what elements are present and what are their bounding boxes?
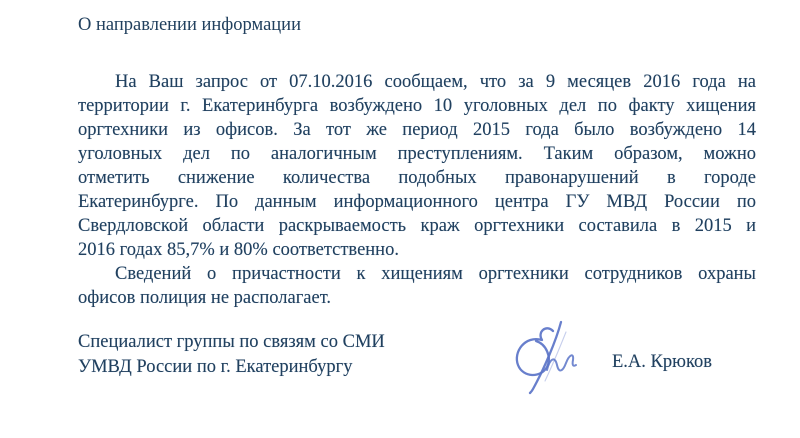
signer-position-block: [78, 330, 385, 380]
signer-name: Е.А. Крюков: [612, 352, 712, 372]
body-line: Свердловской области раскрываемость краж оргтехники составила в 2015 и: [78, 216, 756, 236]
body-line: отметить снижение количества подобных правонарушений в городе: [78, 168, 756, 188]
body-line: 2016 годах 85,7% и 80% соответственно.: [78, 240, 399, 260]
body-line: На Ваш запрос от 07.10.2016 сообщаем, что за 9 месяцев 2016 года на: [115, 72, 756, 92]
document-body: [78, 70, 756, 310]
body-line: территории г. Екатеринбурга возбуждено 10 уголовных дел по факту хищения: [78, 96, 756, 116]
body-line: офисов полиция не располагает.: [78, 288, 332, 308]
body-line: Сведений о причастности к хищениям оргтехники сотрудников охраны: [115, 264, 756, 284]
signer-position-line2: УМВД России по г. Екатеринбургу: [78, 357, 353, 377]
signer-position-line1: Специалист группы по связям со СМИ: [78, 332, 385, 352]
document-subject-line: О направлении информации: [78, 15, 301, 35]
body-line: Екатеринбурге. По данным информационного центра ГУ МВД России по: [78, 192, 756, 212]
body-line: оргтехники из офисов. За тот же период 2015 года было возбуждено 14: [78, 120, 756, 140]
handwritten-signature-icon: [500, 314, 600, 400]
body-line: уголовных дел по аналогичным преступлениям. Таким образом, можно: [78, 144, 756, 164]
